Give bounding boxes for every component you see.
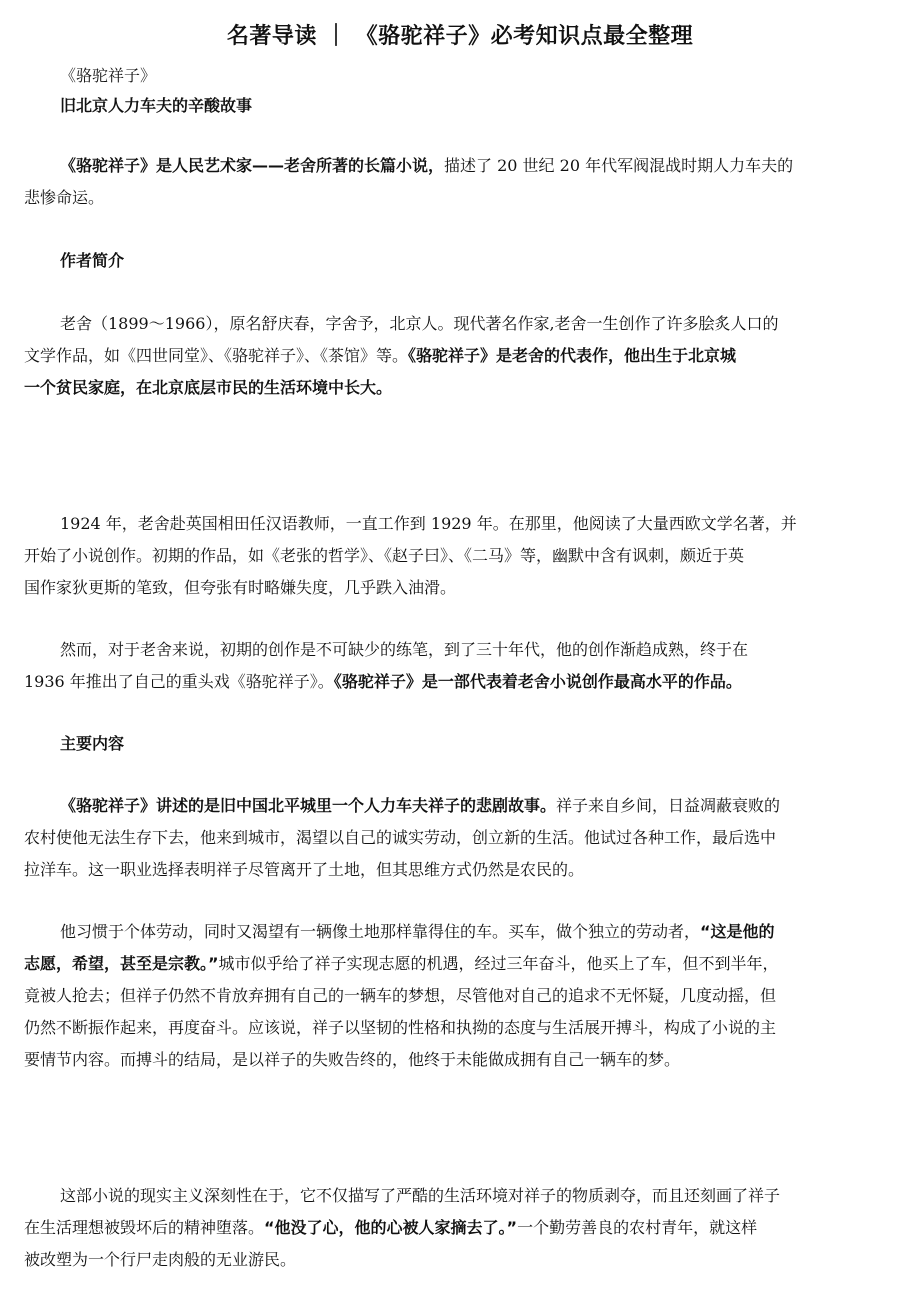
author-paragraph-line: 老舍（1899～1966），原名舒庆春，字舍予，北京人。现代著名作家,老舍一生创作了许多脍炙人口的 [60,314,779,333]
intro-paragraph-line: 悲惨命运。 [24,188,105,207]
content-paragraph-line: 竟被人抢去；但祥子仍然不肯放弃拥有自己的一辆车的梦想，尽管他对自己的追求不无怀疑，几度动摇，但 [24,986,777,1005]
intro-paragraph-line: 《骆驼祥子》是人民艺术家——老舍所著的长篇小说，描述了 20 世纪 20 年代军阀混战时期人力车夫的 [60,156,794,175]
content-paragraph-line: 仍然不断振作起来，再度奋斗。应该说，祥子以坚韧的性格和执拗的态度与生活展开搏斗，构成了小说的主 [24,1018,777,1037]
content-paragraph-line: 在生活理想被毁坏后的精神堕落。“他没了心，他的心被人家摘去了。”一个勤劳善良的农村青年，就这样 [24,1218,758,1237]
section-heading-content: 主要内容 [60,734,125,753]
content-paragraph-line: 志愿，希望，甚至是宗教。”城市似乎给了祥子实现志愿的机遇，经过三年奋斗，他买上了车，但不到半年， [24,954,779,973]
content-paragraph-line: 他习惯于个体劳动，同时又渴望有一辆像土地那样靠得住的车。买车，做个独立的劳动者，“这是他的 [60,922,775,941]
book-subtitle: 旧北京人力车夫的辛酸故事 [60,96,253,115]
content-paragraph-line: 《骆驼祥子》讲述的是旧中国北平城里一个人力车夫祥子的悲剧故事。祥子来自乡间，日益凋蔽衰败的 [60,796,781,815]
page-title: 名著导读 ｜ 《骆驼祥子》必考知识点最全整理 [226,24,694,49]
content-paragraph-line: 拉洋车。这一职业选择表明祥子尽管离开了土地，但其思维方式仍然是农民的。 [24,860,585,879]
book-title: 《骆驼祥子》 [60,66,157,85]
content-paragraph-line: 农村使他无法生存下去，他来到城市，渴望以自己的诚实劳动，创立新的生活。他试过各种工作，最后选中 [24,828,777,847]
author-paragraph-line: 文学作品，如《四世同堂》、《骆驼祥子》、《茶馆》等。《骆驼祥子》是老舍的代表作，他出生于北京城 [24,346,737,365]
author-paragraph-line: 一个贫民家庭，在北京底层市民的生活环境中长大。 [24,378,393,397]
author-paragraph-line: 然而，对于老舍来说，初期的创作是不可缺少的练笔，到了三十年代，他的创作渐趋成熟，终于在 [60,640,749,659]
author-paragraph-line: 国作家狄更斯的笔致，但夸张有时略嫌失度，几乎跌入油滑。 [24,578,457,597]
content-paragraph-line: 被改塑为一个行尸走肉般的无业游民。 [24,1250,297,1269]
author-paragraph-line: 开始了小说创作。初期的作品，如《老张的哲学》、《赵子曰》、《二马》等，幽默中含有讽刺，颇近于英 [24,546,745,565]
author-paragraph-line: 1924 年，老舍赴英国相田任汉语教师，一直工作到 1929 年。在那里，他阅读了大量西欧文学名著，并 [60,514,797,533]
content-paragraph-line: 这部小说的现实主义深刻性在于，它不仅描写了严酷的生活环境对祥子的物质剥夺，而且还刻画了祥子 [60,1186,781,1205]
author-paragraph-line: 1936 年推出了自己的重头戏《骆驼祥子》。《骆驼祥子》是一部代表着老舍小说创作最高水平的作品。 [24,672,742,691]
section-heading-author: 作者简介 [60,251,125,270]
content-paragraph-line: 要情节内容。而搏斗的结局，是以祥子的失败告终的，他终于未能做成拥有自己一辆车的梦。 [24,1050,681,1069]
